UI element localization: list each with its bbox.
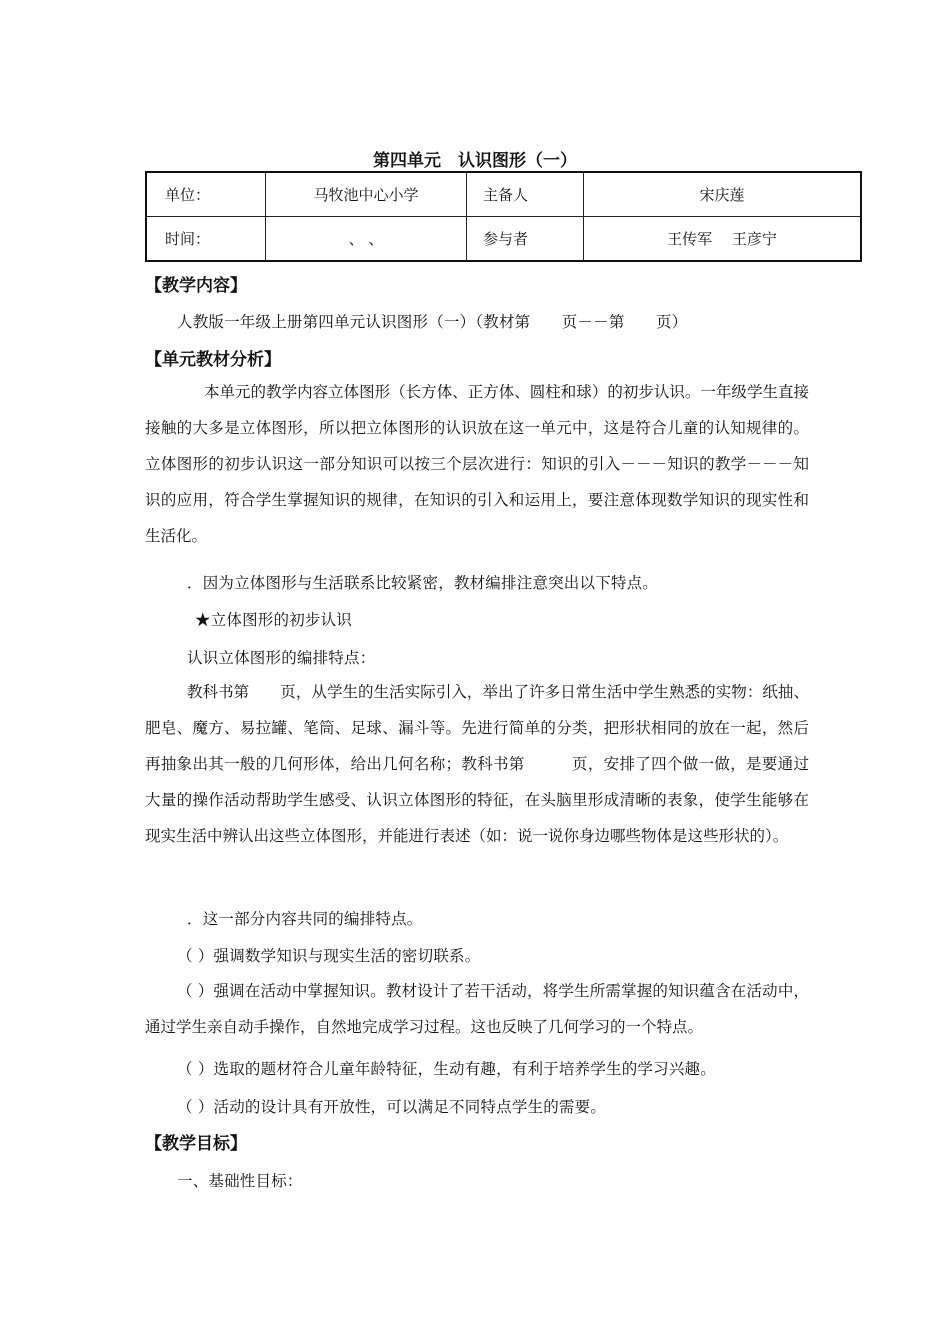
time-label: 时间： [146,217,266,262]
info-row-unit [146,172,861,217]
goals-heading: 【教学目标】 [145,1134,247,1154]
page-title: 第四单元 认识图形（一） [373,151,577,171]
lead-value: 宋庆莲 [584,172,862,217]
participants-value: 王传军 王彦宁 [584,217,862,262]
list-item-4: （ ）活动的设计具有开放性，可以满足不同特点学生的需要。 [177,1098,607,1116]
star-item: ★立体图形的初步认识 [195,611,353,629]
unit-value: 马牧池中心小学 [266,172,467,217]
analysis-heading: 【单元教材分析】 [145,350,281,370]
content-text: 人教版一年级上册第四单元认识图形（一）（教材第 页－－第 页） [177,313,688,331]
time-value: 、 、 [266,217,467,262]
list-item-2: （ ）强调在活动中掌握知识。教材设计了若干活动，将学生所需掌握的知识蕴含在活动中，通过学生亲自动手操作，自然地完成学习过程。这也反映了几何学习的一个特点。 [145,982,809,1036]
analysis-paragraph: 本单元的教学内容立体图形（长方体、正方体、圆柱和球）的初步认识。一年级学生直接接触的大多是立体图形，所以把立体图形的认识放在这一单元中，这是符合儿童的认知规律的。立体图形的初步认识这一部分知识可以按三个层次进行：知识的引入－－－知识的教学－－－知识的应用，符合学生掌握知识的规律，在知识的引入和运用上，要注意体现数学知识的现实性和生活化。 [145,383,809,545]
textbook-paragraph: 教科书第 页，从学生的生活实际引入，举出了许多日常生活中学生熟悉的实物：纸抽、肥皂、魔方、易拉罐、笔筒、足球、漏斗等。先进行简单的分类，把形状相同的放在一起，然后再抽象出其一般的几何形体，给出几何名称；教科书第 页，安排了四个做一做，是要通过大量的操作活动帮助学生感受、认识立体图形的特征，在头脑里形成清晰的表象，使学生能够在现实生活中辨认出这些立体图形，并能进行表述（如：说一说你身边哪些物体是这些形状的）。 [145,683,809,845]
info-table [145,171,862,262]
unit-label: 单位： [146,172,266,217]
list-item-3: （ ）选取的题材符合儿童年龄特征，生动有趣，有利于培养学生的学习兴趣。 [177,1060,716,1078]
info-row-time [146,217,861,262]
point-2: ．这一部分内容共同的编排特点。 [187,910,423,928]
features-intro: 认识立体图形的编排特点： [187,649,376,667]
point-1: ．因为立体图形与生活联系比较紧密，教材编排注意突出以下特点。 [187,574,659,592]
content-heading: 【教学内容】 [145,276,247,296]
list-item-1: （ ）强调数学知识与现实生活的密切联系。 [177,947,481,965]
goals-subheading: 一、基础性目标： [177,1172,303,1190]
participants-label: 参与者 [467,217,584,262]
lead-label: 主备人 [467,172,584,217]
